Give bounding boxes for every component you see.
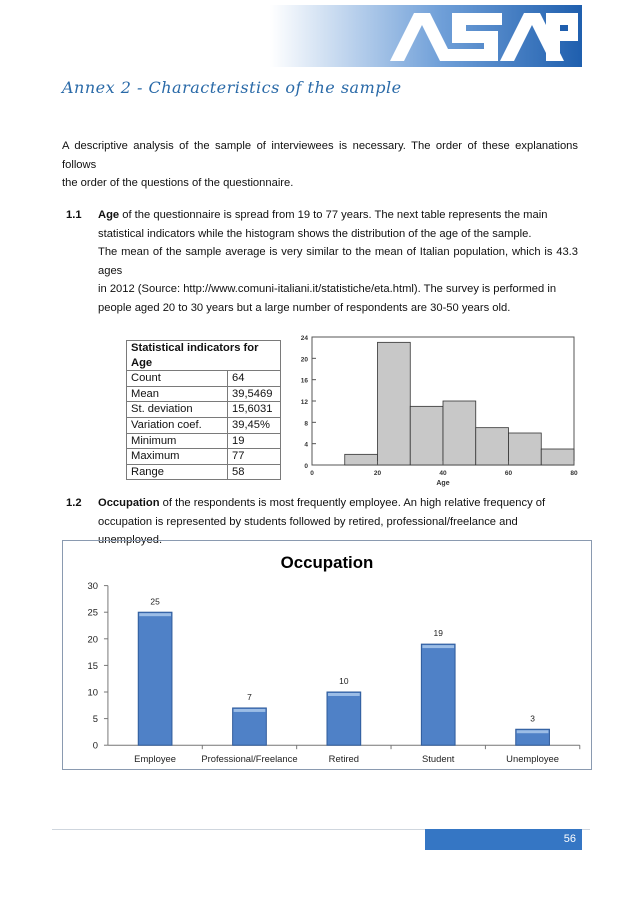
data-label: 7	[247, 692, 252, 703]
x-tick-label: 40	[439, 470, 447, 477]
occupation-bar	[138, 612, 172, 745]
y-tick-label: 25	[87, 606, 99, 618]
intro-line-1: A descriptive analysis of the sample of interviewees is necessary. The order of these explanations follows	[62, 140, 578, 171]
table-cell-value: 15,6031	[228, 402, 281, 418]
table-header-row	[127, 341, 281, 371]
y-tick-label: 5	[92, 713, 99, 725]
y-tick-label: 0	[304, 463, 308, 470]
histogram-bar	[541, 449, 574, 465]
asap-logo	[270, 5, 582, 67]
intro-line-2: the order of the questions of the questionnaire.	[62, 177, 294, 190]
y-tick-label: 10	[87, 686, 99, 698]
table-cell-value: 64	[228, 371, 281, 387]
histogram-bar	[345, 454, 378, 465]
table-row	[127, 371, 281, 387]
table-row	[127, 402, 281, 418]
histogram-bar	[509, 433, 542, 465]
x-axis-label: Age	[436, 480, 450, 487]
histogram-bar	[476, 428, 509, 465]
section-number: 1.2	[66, 497, 82, 509]
age-histogram	[288, 331, 580, 491]
y-tick-label: 12	[300, 399, 308, 406]
y-tick-label: 0	[92, 739, 99, 751]
table-cell-label: Variation coef.	[127, 417, 228, 433]
y-tick-label: 20	[300, 356, 308, 364]
table-cell-value: 77	[228, 449, 281, 465]
page-number: 56	[563, 833, 576, 845]
bar-highlight	[139, 613, 171, 616]
bar-highlight	[517, 730, 549, 733]
table-row	[127, 433, 281, 449]
intro-paragraph	[62, 137, 578, 193]
x-tick-label: 20	[373, 470, 382, 477]
table-row	[127, 386, 281, 402]
histogram-bar	[410, 406, 443, 465]
table-cell-label: Range	[127, 464, 228, 480]
table-row	[127, 464, 281, 480]
table-cell-value: 39,5469	[228, 386, 281, 402]
x-tick-label: 60	[504, 470, 513, 477]
age-statistics-table	[126, 340, 281, 480]
histogram-bar	[443, 401, 476, 465]
data-label: 25	[150, 596, 160, 607]
section-1-1	[62, 206, 578, 318]
section-text: of the respondents is most frequently employee. An high relative frequency of	[159, 497, 546, 509]
x-tick-label: 0	[310, 470, 314, 477]
y-tick-label: 24	[300, 335, 308, 342]
table-row	[127, 417, 281, 433]
table-cell-value: 19	[228, 433, 281, 449]
y-tick-label: 4	[304, 441, 308, 449]
table-cell-label: Minimum	[127, 433, 228, 449]
occupation-bar	[421, 644, 455, 745]
y-tick-label: 16	[300, 377, 308, 385]
table-cell-label: Count	[127, 371, 228, 387]
table-row	[127, 449, 281, 465]
occupation-chart	[62, 540, 592, 770]
x-tick-label: 80	[570, 470, 578, 477]
table-cell-label: Mean	[127, 386, 228, 402]
section-keyword: Occupation	[98, 497, 160, 509]
table-cell-value: 39,45%	[228, 417, 281, 433]
bar-highlight	[422, 645, 454, 648]
occupation-bar	[327, 692, 361, 745]
section-text-line: people aged 20 to 30 years but a large number of respondents are 30-50 years old.	[98, 301, 511, 314]
category-label: Student	[422, 753, 455, 765]
table-cell-label: Maximum	[127, 449, 228, 465]
data-label: 10	[339, 676, 349, 687]
section-text-line: in 2012 (Source: http://www.comuni-italiani.it/statistiche/eta.html). The survey is performed in	[98, 283, 557, 296]
occupation-bar	[233, 708, 267, 745]
section-keyword: Age	[98, 209, 120, 221]
category-label: Professional/Freelance	[201, 753, 298, 765]
table-cell-value: 58	[228, 464, 281, 480]
y-tick-label: 8	[304, 420, 308, 428]
category-label: Unemployee	[506, 753, 560, 765]
bar-highlight	[328, 693, 360, 696]
y-tick-label: 30	[87, 580, 99, 592]
section-text-line: statistical indicators while the histogram shows the distribution of the age of the sample.	[98, 227, 532, 240]
data-label: 19	[433, 628, 443, 639]
section-text-line: occupation is represented by students followed by retired, professional/freelance and unemployed.	[98, 515, 518, 547]
data-label: 3	[530, 713, 535, 724]
annex-title: Annex 2 - Characteristics of the sample	[62, 78, 402, 97]
section-1-1-body	[62, 206, 578, 318]
table-cell-label: St. deviation	[127, 402, 228, 418]
section-text-line: The mean of the sample average is very similar to the mean of Italian population, which is 43.3 ages	[98, 246, 578, 277]
y-tick-label: 15	[87, 659, 99, 671]
category-label: Retired	[328, 753, 360, 765]
category-label: Employee	[134, 753, 177, 765]
bar-highlight	[234, 709, 266, 712]
histogram-bar	[378, 342, 411, 465]
section-text: of the questionnaire is spread from 19 to 77 years. The next table represents the main	[119, 209, 548, 221]
table-header: Statistical indicators for Age	[127, 341, 281, 371]
section-number: 1.1	[66, 209, 82, 221]
chart-title: Occupation	[280, 552, 374, 572]
y-tick-label: 20	[87, 633, 99, 645]
